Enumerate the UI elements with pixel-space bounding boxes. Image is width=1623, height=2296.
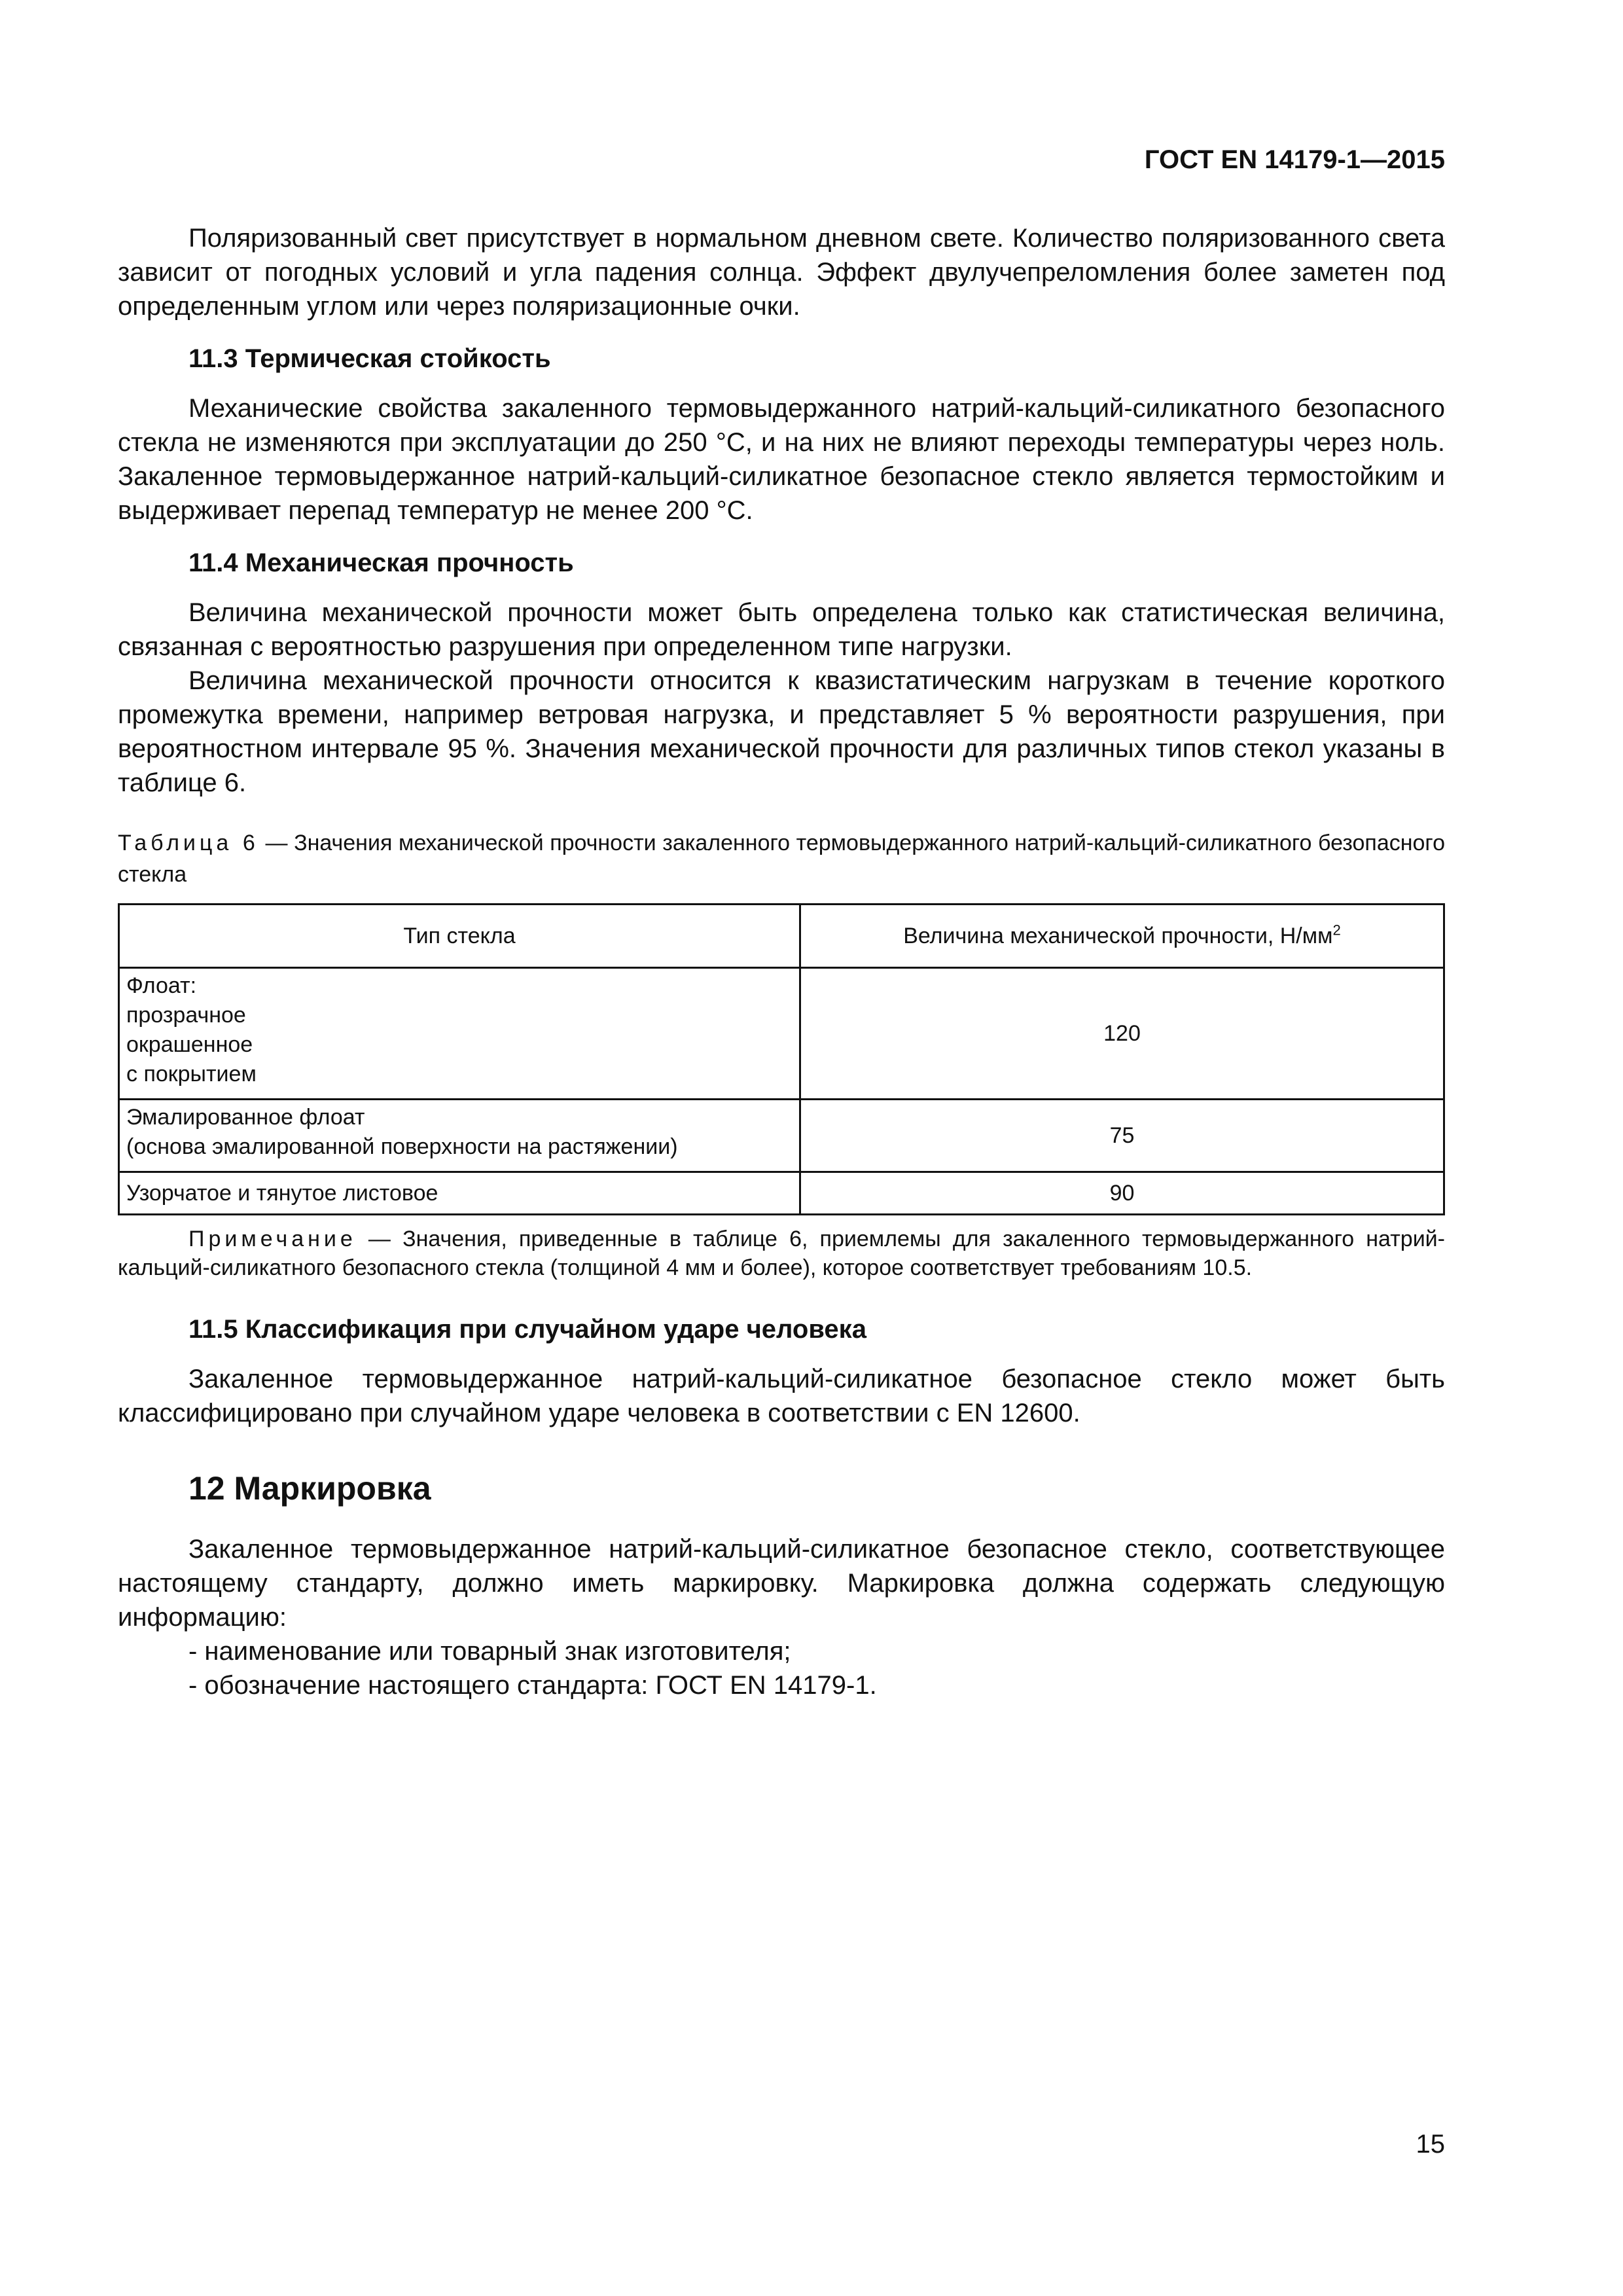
- table-row: [119, 1100, 1444, 1172]
- section-12-heading: 12 Маркировка: [188, 1470, 431, 1507]
- row-patterned-line-1: Узорчатое и тянутое листовое: [126, 1180, 438, 1206]
- table-row: [119, 968, 1444, 1100]
- table-6-note: [118, 1225, 1445, 1282]
- row-float-value: 120: [800, 968, 1444, 1100]
- col-header-glass-type: Тип стекла: [119, 905, 800, 968]
- list-item: - наименование или товарный знак изготовителя;: [188, 1637, 791, 1666]
- table-6-caption-label: Таблица 6: [118, 831, 259, 855]
- col-header-strength-sup: 2: [1332, 922, 1341, 939]
- section-11-3-heading: 11.3 Термическая стойкость: [188, 344, 551, 373]
- list-item: - обозначение настоящего стандарта: ГОСТ EN 14179-1.: [188, 1671, 877, 1700]
- section-11-4-paragraph-1: Величина механической прочности может быть определена только как статистическая величина, связанная с вероятностью разрушения при определенном типе нагрузки.: [118, 598, 1445, 661]
- row-enamelled-type: [119, 1100, 800, 1172]
- section-11-3-paragraph: Механические свойства закаленного термовыдержанного натрий-кальций-силикатного безопасного стекла не изменяются при эксплуатации до 250 °С, и на них не влияют переходы температуры через ноль. Закаленное термовыдержанное натрий-кальций-силикатное безопасное стекло является термостойким и выдерживает перепад температур не менее 200 °С.: [118, 394, 1445, 525]
- table-6-note-label: Примечание: [188, 1227, 357, 1251]
- table-row: [119, 1172, 1444, 1215]
- section-11-5-paragraph: Закаленное термовыдержанное натрий-кальций-силикатное безопасное стекло может быть классифицировано при случайном ударе человека в соответствии с EN 12600.: [118, 1365, 1445, 1427]
- row-enamelled-line-2: (основа эмалированной поверхности на растяжении): [126, 1134, 678, 1159]
- row-float-line-4: с покрытием: [126, 1062, 257, 1086]
- section-12-paragraph: Закаленное термовыдержанное натрий-кальций-силикатное безопасное стекло, соответствующее настоящему стандарту, должно иметь маркировку. Маркировка должна содержать следующую информацию:: [118, 1535, 1445, 1632]
- row-enamelled-value: 75: [800, 1100, 1444, 1172]
- row-float-line-2: прозрачное: [126, 1003, 246, 1028]
- standard-designation: ГОСТ EN 14179-1—2015: [1144, 145, 1445, 174]
- row-float-line-3: окрашенное: [126, 1032, 253, 1057]
- row-float-line-1: Флоат:: [126, 973, 197, 998]
- table-6-note-text: — Значения, приведенные в таблице 6, приемлемы для закаленного термовыдержанного натрий-кальций-силикатного безопасного стекла (толщиной 4 мм и более), которое соответствует требованиям 10.5.: [118, 1227, 1445, 1280]
- section-11-4-heading: 11.4 Механическая прочность: [188, 548, 574, 577]
- table-6: [118, 903, 1445, 1215]
- page-content: [118, 221, 1445, 1702]
- table-header-row: [119, 905, 1444, 968]
- table-6-caption-text: — Значения механической прочности закаленного термовыдержанного натрий-кальций-силикатного безопасного стекла: [118, 831, 1445, 887]
- col-header-strength-text: Величина механической прочности, Н/мм: [903, 923, 1333, 948]
- row-patterned-value: 90: [800, 1172, 1444, 1215]
- row-float-type: [119, 968, 800, 1100]
- row-enamelled-line-1: Эмалированное флоат: [126, 1105, 365, 1130]
- intro-paragraph: Поляризованный свет присутствует в нормальном дневном свете. Количество поляризованного света зависит от погодных условий и угла падения солнца. Эффект двулучепреломления более заметен под определенным углом или через поляризационные очки.: [118, 224, 1445, 321]
- row-patterned-type: [119, 1172, 800, 1215]
- section-11-5-heading: 11.5 Классификация при случайном ударе человека: [188, 1315, 866, 1344]
- col-header-strength: [800, 905, 1444, 968]
- section-11-4-paragraph-2: Величина механической прочности относится к квазистатическим нагрузкам в течение короткого промежутка времени, например ветровая нагрузка, и представляет 5 % вероятности разрушения, при вероятностном интервале 95 %. Значения механической прочности для различных типов стекол указаны в таблице 6.: [118, 666, 1445, 797]
- page-number: 15: [1416, 2130, 1445, 2159]
- table-6-caption: [118, 827, 1445, 890]
